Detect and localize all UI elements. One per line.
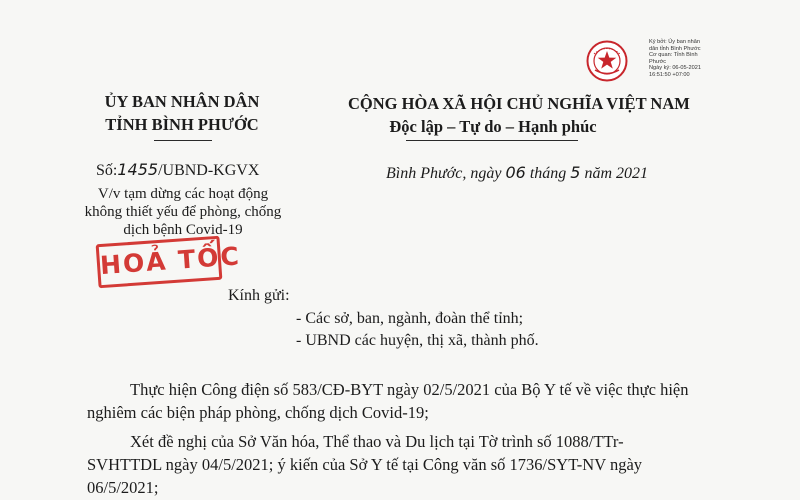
agency-name-line1: ỦY BAN NHÂN DÂN xyxy=(104,92,260,111)
recipient-item: - UBND các huyện, thị xã, thành phố. xyxy=(296,332,539,349)
recipient-item: - Các sở, ban, ngành, đoàn thể tỉnh; xyxy=(296,310,524,327)
place: Bình Phước, ngày xyxy=(386,165,502,182)
motto-underline xyxy=(406,140,578,141)
signature-line: Ngày ký: 06-05-2021 xyxy=(649,65,701,71)
body-paragraph-2-line: 06/5/2021; xyxy=(87,478,159,497)
number-suffix: /UBND-KGVX xyxy=(158,162,260,179)
number-prefix: Số: xyxy=(96,162,118,179)
agency-underline xyxy=(154,140,212,141)
digital-signature-info xyxy=(649,39,701,78)
year-label: năm 2021 xyxy=(584,165,649,182)
place-date xyxy=(386,163,648,183)
national-motto: Độc lập – Tự do – Hạnh phúc xyxy=(389,117,597,136)
subject-line: không thiết yếu để phòng, chống xyxy=(84,204,282,220)
signature-line: dân tỉnh Bình Phước xyxy=(649,45,701,52)
number-handwritten: 1455 xyxy=(117,160,159,179)
subject-line: V/v tạm dừng các hoạt động xyxy=(97,186,269,202)
cut-off-text-line xyxy=(145,494,735,500)
urgent-stamp: HOẢ TỐC xyxy=(96,236,223,289)
subject-line: dịch bệnh Covid-19 xyxy=(123,222,243,238)
signature-line: 16:51:50 +07:00 xyxy=(649,71,690,78)
day-handwritten: 06 xyxy=(505,163,526,182)
signature-line: Ký bởi: Ủy ban nhân xyxy=(649,39,700,45)
agency-name-line2: TỈNH BÌNH PHƯỚC xyxy=(105,115,259,134)
signature-line: Cơ quan: Tỉnh Bình xyxy=(649,52,698,58)
month-handwritten: 5 xyxy=(570,163,581,182)
document-number xyxy=(96,160,259,180)
signature-line: Phước xyxy=(649,58,667,65)
body-paragraph-1-line: Thực hiện Công điện số 583/CĐ-BYT ngày 02/5/2021 của Bộ Y tế về việc thực hiện xyxy=(130,380,689,399)
body-paragraph-2-line: Xét đề nghị của Sở Văn hóa, Thể thao và Du lịch tại Tờ trình số 1088/TTr- xyxy=(130,432,624,451)
body-paragraph-2-line: SVHTTDL ngày 04/5/2021; ý kiến của Sở Y tế tại Công văn số 1736/SYT-NV ngày xyxy=(87,455,643,474)
greeting: Kính gửi: xyxy=(228,287,290,304)
state-seal-icon xyxy=(586,40,628,82)
national-title: CỘNG HÒA XÃ HỘI CHỦ NGHĨA VIỆT NAM xyxy=(348,94,690,113)
month-label: tháng xyxy=(529,165,567,182)
body-paragraph-1-line: nghiêm các biện pháp phòng, chống dịch Covid-19; xyxy=(87,403,429,422)
